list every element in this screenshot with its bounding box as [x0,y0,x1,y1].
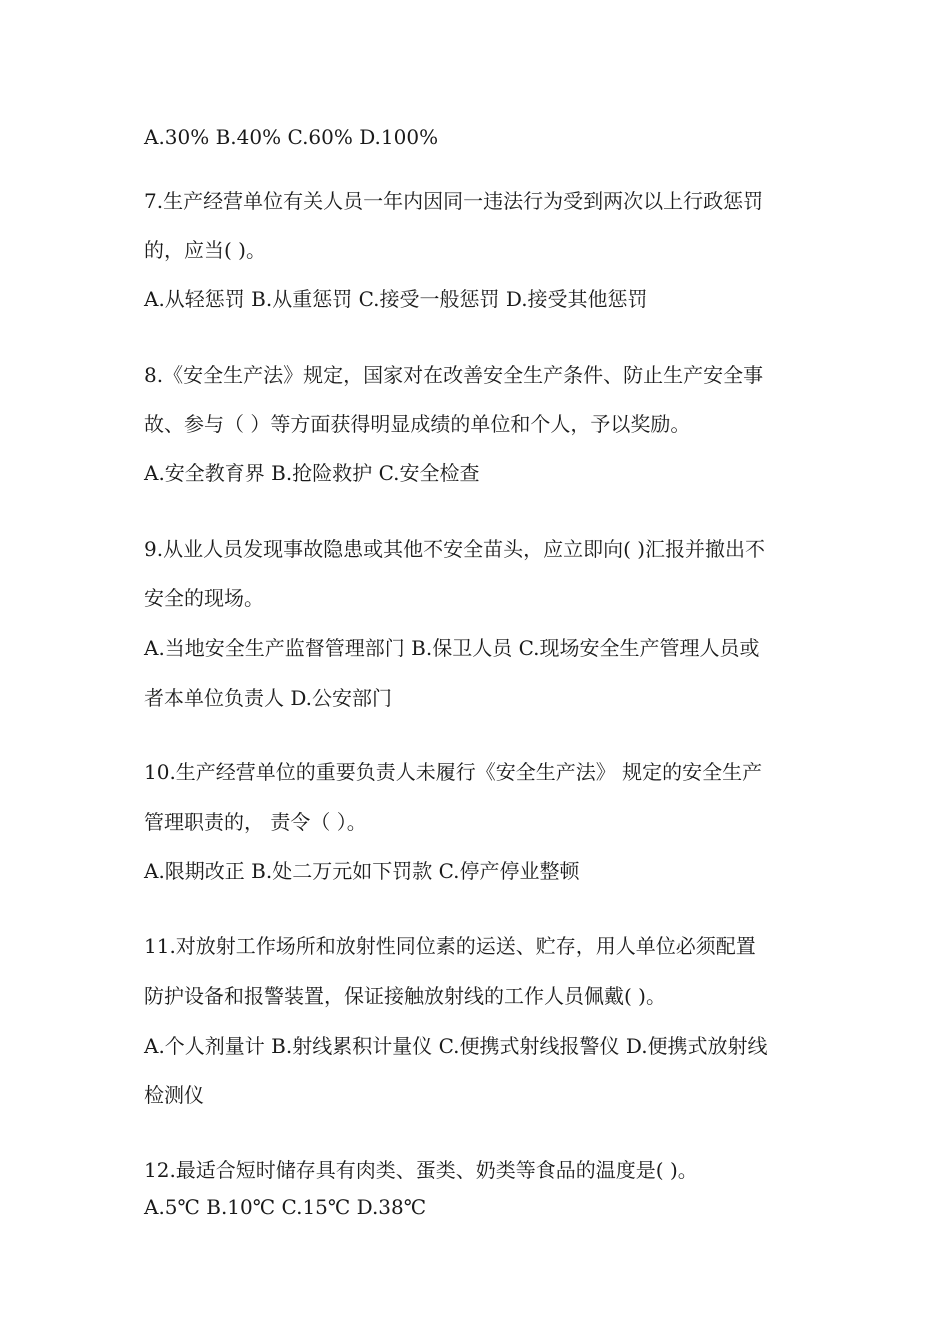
q9-options-line1: A.当地安全生产监督管理部门 B.保卫人员 C.现场安全生产管理人员或 [144,636,760,660]
q11-stem-line2: 防护设备和报警装置，保证接触放射线的工作人员佩戴( )。 [144,984,666,1008]
q9-stem-line1: 9.从业人员发现事故隐患或其他不安全苗头，应立即向( )汇报并撤出不 [144,537,766,561]
q6-options: A.30% B.40% C.60% D.100% [144,125,439,149]
q12-options: A.5℃ B.10℃ C.15℃ D.38℃ [144,1195,427,1219]
q10-stem-line2: 管理职责的， 责令（ ）。 [144,810,367,834]
q10-options: A.限期改正 B.处二万元如下罚款 C.停产停业整顿 [144,859,580,883]
q9-options-line2: 者本单位负责人 D.公安部门 [144,686,393,710]
q9-stem-line2: 安全的现场。 [144,586,264,610]
q12-stem-line1: 12.最适合短时储存具有肉类、蛋类、奶类等食品的温度是( )。 [144,1158,698,1182]
q11-options-line1: A.个人剂量计 B.射线累积计量仪 C.便携式射线报警仪 D.便携式放射线 [144,1034,768,1058]
q11-stem-line1: 11.对放射工作场所和放射性同位素的运送、贮存，用人单位必须配置 [144,934,756,958]
q8-stem-line1: 8.《安全生产法》规定，国家对在改善安全生产条件、防止生产安全事 [144,363,764,387]
q11-options-line2: 检测仪 [144,1083,204,1107]
q8-stem-line2: 故、参与（ ）等方面获得明显成绩的单位和个人，予以奖励。 [144,412,691,436]
q7-stem-line1: 7.生产经营单位有关人员一年内因同一违法行为受到两次以上行政惩罚 [144,189,764,213]
q7-stem-line2: 的，应当( )。 [144,238,266,262]
q8-options: A.安全教育界 B.抢险救护 C.安全检查 [144,461,480,485]
q7-options: A.从轻惩罚 B.从重惩罚 C.接受一般惩罚 D.接受其他惩罚 [144,287,648,311]
q10-stem-line1: 10.生产经营单位的重要负责人未履行《安全生产法》 规定的安全生产 [144,760,763,784]
